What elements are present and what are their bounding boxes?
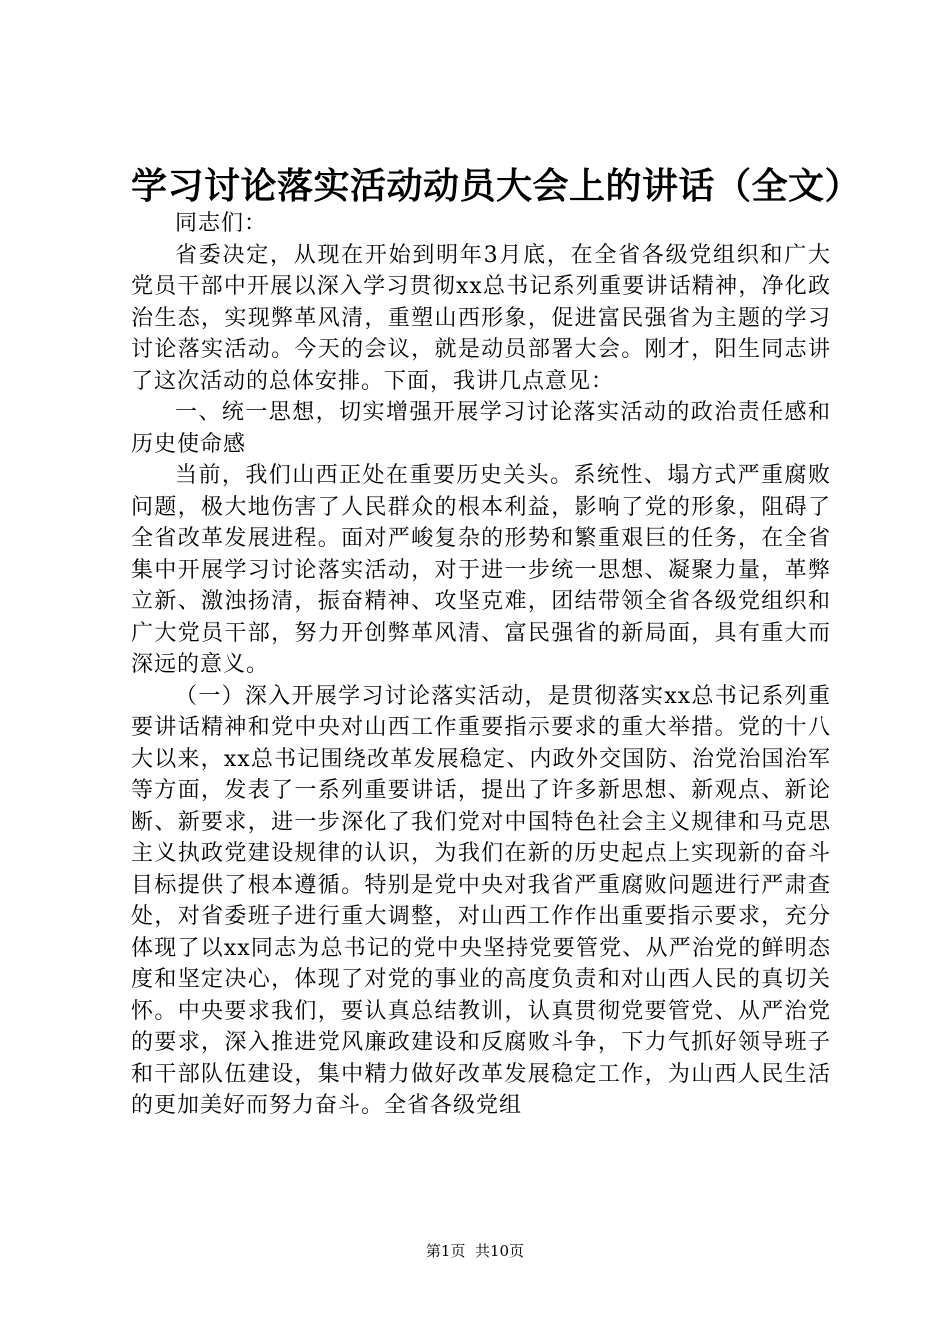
salutation-paragraph: 同志们： (175, 211, 268, 236)
document-title: 学习讨论落实活动动员大会上的讲话（全文） (131, 166, 862, 207)
document-body (131, 208, 831, 1122)
body-paragraph: （一）深入开展学习讨论落实活动，是贯彻落实xx总书记系列重要讲话精神和党中央对山西工作重要指示要求的重大举措。党的十八大以来，xx总书记围绕改革发展稳定、内政外交国防、治党治国治军等方面，发表了一系列重要讲话，提出了许多新思想、新观点、新论断、新要求，进一步深化了我们党对中国特色社会主义规律和马克思主义执政党建设规律的认识，为我们在新的历史起点上实现新的奋斗目标提供了根本遵循。特别是党中央对我省严重腐败问题进行严肃查处，对省委班子进行重大调整，对山西工作作出重要指示要求，充分体现了以xx同志为总书记的党中央坚持党要管党、从严治党的鲜明态度和坚定决心，体现了对党的事业的高度负责和对山西人民的真切关怀。中央要求我们，要认真总结教训，认真贯彻党要管党、从严治党的要求，深入推进党风廉政建设和反腐败斗争，下力气抓好领导班子和干部队伍建设，集中精力做好改革发展稳定工作，为山西人民生活的更加美好而努力奋斗。全省各级党组 (131, 683, 831, 1118)
page-number-footer: 第1页 共10页 (425, 1242, 525, 1260)
body-paragraph: 当前，我们山西正处在重要历史关头。系统性、塌方式严重腐败问题，极大地伤害了人民群众的根本利益，影响了党的形象，阻碍了全省改革发展进程。面对严峻复杂的形势和繁重艰巨的任务，在全省集中开展学习讨论落实活动，对于进一步统一思想、凝聚力量，革弊立新、激浊扬清，振奋精神、攻坚克难，团结带领全省各级党组织和广大党员干部，努力开创弊革风清、富民强省的新局面，具有重大而深远的意义。 (131, 463, 831, 677)
body-paragraph: 省委决定，从现在开始到明年3月底，在全省各级党组织和广大党员干部中开展以深入学习贯彻xx总书记系列重要讲话精神，净化政治生态，实现弊革风清，重塑山西形象，促进富民强省为主题的学习讨论落实活动。今天的会议，就是动员部署大会。刚才，阳生同志讲了这次活动的总体安排。下面，我讲几点意见： (131, 242, 831, 394)
section-heading: 一、统一思想，切实增强开展学习讨论落实活动的政治责任感和历史使命感 (131, 400, 831, 457)
